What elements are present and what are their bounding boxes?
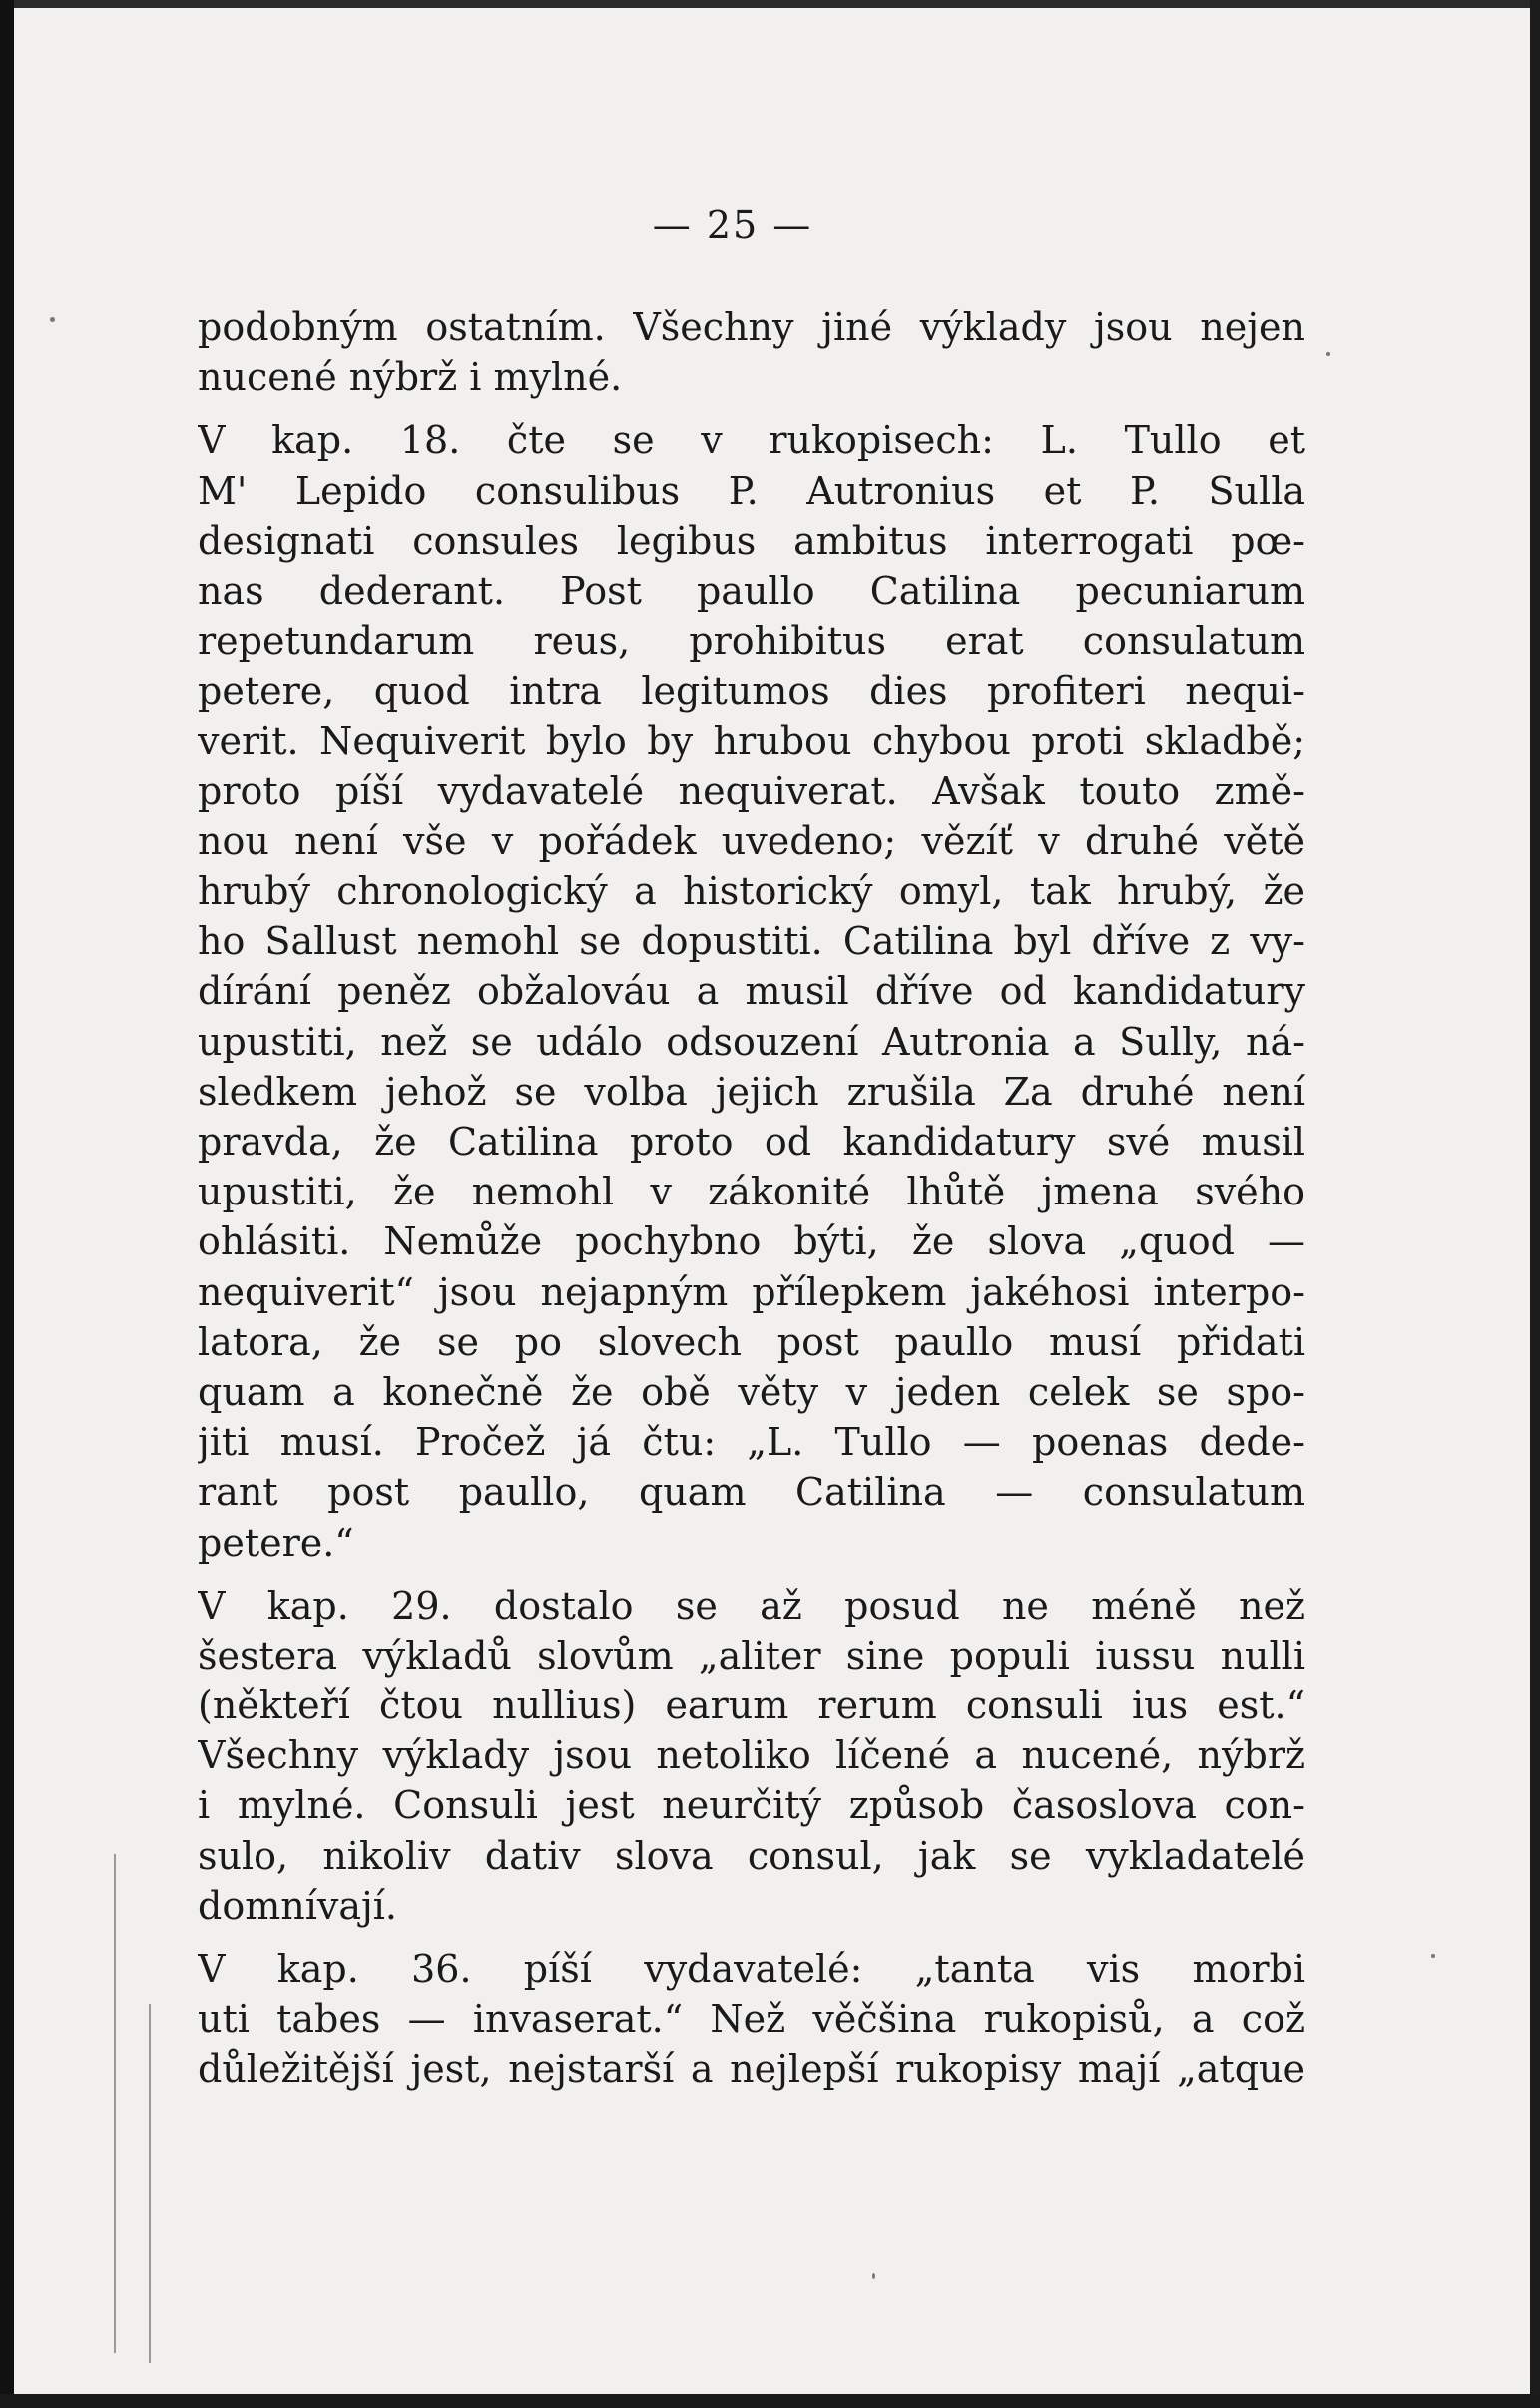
text-line: ho Sallust nemohl se dopustiti. Catilina byl dříve z vy- — [198, 919, 1305, 964]
text-line: nequiverit“ jsou nejapným přílepkem jakéhosi interpo- — [198, 1269, 1305, 1314]
text-line: domnívají. — [198, 1883, 398, 1928]
text-line: verit. Nequiverit bylo by hrubou chybou proti skladbě; — [198, 719, 1305, 763]
scan-border-right — [1530, 0, 1540, 2408]
text-line: ohlásiti. Nemůže pochybno býti, že slova „quod — — [198, 1219, 1305, 1264]
text-line: důležitější jest, nejstarší a nejlepší rukopisy mají „atque — [198, 2047, 1305, 2092]
text-line: M' Lepido consulibus P. Autronius et P. Sulla — [198, 468, 1305, 513]
text-line: uti tabes — invaserat.“ Než věčšina rukopisů, a což — [198, 1997, 1305, 2042]
text-line: V kap. 29. dostalo se až posud ne méně než — [198, 1583, 1305, 1628]
text-line: V kap. 18. čte se v rukopisech: L. Tullo et — [198, 418, 1305, 463]
text-line: nas dederant. Post paullo Catilina pecuniarum — [198, 568, 1305, 613]
book-page — [14, 8, 1530, 2394]
text-line: proto píší vydavatelé nequiverat. Avšak touto změ- — [198, 768, 1305, 813]
text-line: šestera výkladů slovům „aliter sine populi iussu nulli — [198, 1633, 1305, 1678]
scan-speck — [50, 317, 55, 322]
scan-speck — [1326, 352, 1330, 356]
text-line: V kap. 36. píší vydavatelé: „tanta vis morbi — [198, 1947, 1305, 1991]
scan-border-top — [0, 0, 1540, 8]
text-line: upustiti, než se událo odsouzení Autronia a Sully, ná- — [198, 1019, 1305, 1064]
text-line: sulo, nikoliv dativ slova consul, jak se vykladatelé — [198, 1833, 1305, 1878]
text-line: podobným ostatním. Všechny jiné výklady jsou nejen — [198, 305, 1305, 349]
text-line: nou není vše v pořádek uvedeno; vězíť v druhé větě — [198, 818, 1305, 863]
scan-streak — [114, 1854, 116, 2353]
text-line: dírání peněz obžalováu a musil dříve od kandidatury — [198, 969, 1305, 1014]
text-line: quam a konečně že obě věty v jeden celek se spo- — [198, 1369, 1305, 1414]
text-line: pravda, že Catilina proto od kandidatury své musil — [198, 1120, 1305, 1164]
text-line: rant post paullo, quam Catilina — consulatum — [198, 1470, 1305, 1515]
text-line: nucené nýbrž i mylné. — [198, 355, 623, 400]
text-line: (někteří čtou nullius) earum rerum consuli ius est.“ — [198, 1684, 1305, 1728]
text-line: designati consules legibus ambitus interrogati pœ- — [198, 518, 1305, 563]
text-line: repetundarum reus, prohibitus erat consulatum — [198, 619, 1305, 664]
scan-border-bottom — [0, 2394, 1540, 2408]
text-line: jiti musí. Pročež já čtu: „L. Tullo — poenas dede- — [198, 1420, 1305, 1465]
scan-speck — [1431, 1954, 1435, 1958]
scan-streak — [149, 2004, 151, 2363]
scan-speck — [872, 2273, 875, 2279]
text-line: petere, quod intra legitumos dies profiteri nequi- — [198, 669, 1305, 714]
text-line: sledkem jehož se volba jejich zrušila Za druhé není — [198, 1069, 1305, 1114]
text-line: latora, že se po slovech post paullo musí přidati — [198, 1319, 1305, 1364]
scan-border-left — [0, 0, 14, 2408]
page-number: — 25 — — [652, 203, 813, 246]
text-line: Všechny výklady jsou netoliko líčené a nucené, nýbrž — [198, 1733, 1305, 1778]
text-line: hrubý chronologický a historický omyl, tak hrubý, že — [198, 869, 1305, 914]
text-line: petere.“ — [198, 1520, 354, 1565]
body-text — [198, 302, 1305, 2095]
text-line: upustiti, že nemohl v zákonité lhůtě jmena svého — [198, 1170, 1305, 1214]
text-line: i mylné. Consuli jest neurčitý způsob časoslova con- — [198, 1783, 1305, 1828]
